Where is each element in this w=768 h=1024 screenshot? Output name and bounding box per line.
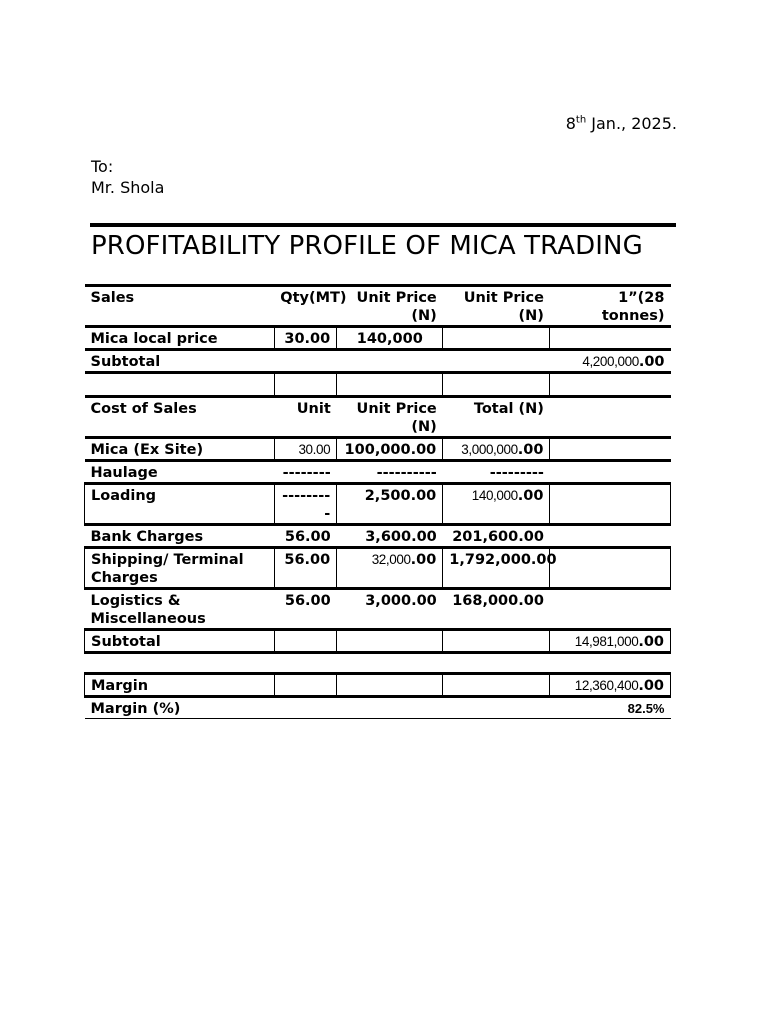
- table-row-spacer: [85, 653, 671, 674]
- mica-ex-site-total: 3,000,000.00: [443, 438, 550, 461]
- table-row-sales-header: Sales Qty(MT) Unit Price (N) Unit Price (N) 1”(28 tonnes): [85, 286, 671, 327]
- table-row-loading: Loading --------- 2,500.00 140,000.00: [85, 484, 671, 525]
- table-row-logistics: Logistics & Miscellaneous 56.00 3,000.00 168,000.00: [85, 589, 671, 630]
- table-row-mica-ex-site: Mica (Ex Site) 30.00 100,000.00 3,000,000.00: [85, 438, 671, 461]
- table-row-margin-percent: Margin (%) 82.5%: [85, 697, 671, 719]
- table-row-cost-subtotal: Subtotal 14,981,000.00: [85, 630, 671, 653]
- document-title: PROFITABILITY PROFILE OF MICA TRADING: [91, 231, 643, 261]
- table-row-bank-charges: Bank Charges 56.00 3,600.00 201,600.00: [85, 525, 671, 548]
- recipient-name: Mr. Shola: [91, 178, 165, 197]
- margin-percent-value: 82.5%: [550, 697, 671, 719]
- table-row-sales-subtotal: Subtotal 4,200,000.00: [85, 350, 671, 373]
- recipient-block: [91, 156, 164, 198]
- loading-total: 140,000.00: [443, 484, 550, 525]
- table-row-margin: Margin 12,360,400.00: [85, 674, 671, 697]
- table-row-shipping: Shipping/ Terminal Charges 56.00 32,000.00 1,792,000.00: [85, 548, 671, 589]
- to-label: To:: [91, 157, 114, 176]
- sales-subtotal-value: 4,200,000.00: [550, 350, 671, 373]
- table-row-cost-header: Cost of Sales Unit Unit Price (N) Total (N): [85, 397, 671, 438]
- shipping-unit-price: 32,000.00: [337, 548, 443, 589]
- profitability-table: [84, 284, 671, 719]
- title-rule: [90, 223, 676, 227]
- cost-subtotal-value: 14,981,000.00: [550, 630, 671, 653]
- table-row-mica-local: Mica local price 30.00 140,000: [85, 327, 671, 350]
- letter-date: 8th Jan., 2025.: [565, 114, 677, 133]
- table-row-empty: [85, 373, 671, 397]
- margin-value: 12,360,400.00: [550, 674, 671, 697]
- table-row-haulage: Haulage -------- ---------- ---------: [85, 461, 671, 484]
